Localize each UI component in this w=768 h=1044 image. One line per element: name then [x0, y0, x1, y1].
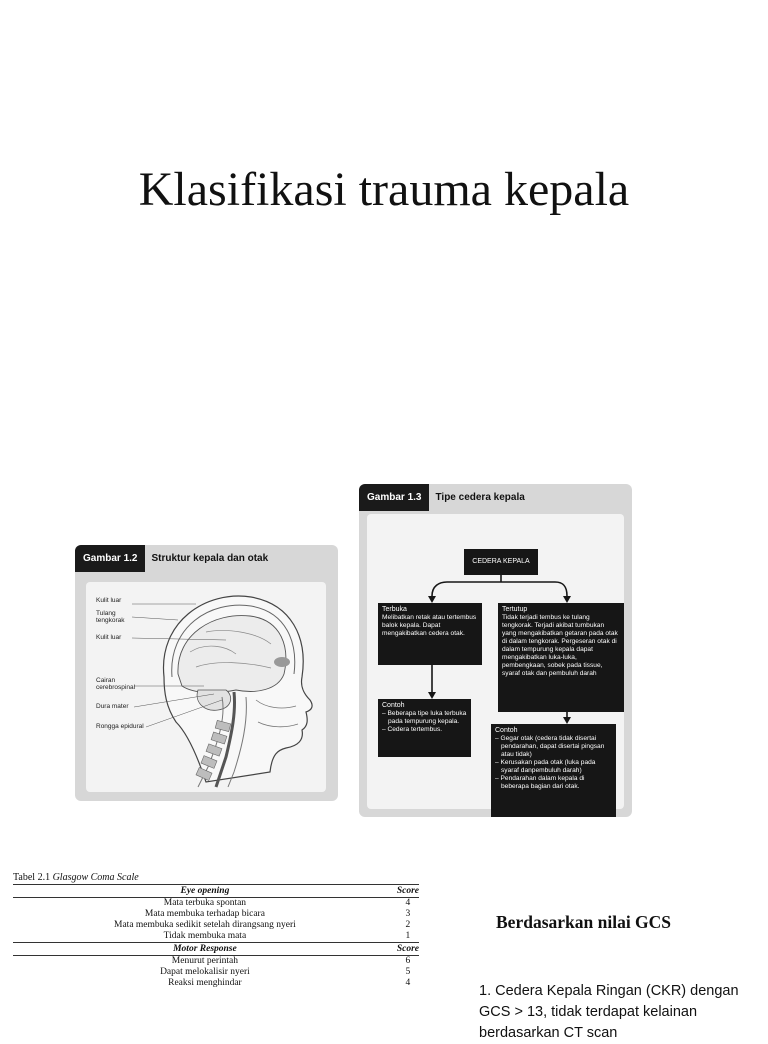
table-cell: 4: [405, 898, 411, 908]
table-cell: Tidak membuka mata: [163, 931, 247, 941]
figure-header: [75, 545, 268, 572]
figure-head-anatomy: [75, 545, 338, 801]
column-header: Score: [396, 886, 419, 896]
table-cell: Mata terbuka spontan: [163, 898, 247, 908]
list-item: – Gegar otak (cedera tidak disertai pendarahan, dapat disertai pingsan atau tidak): [495, 735, 605, 758]
table-row: [13, 967, 419, 978]
table-header-row: [13, 943, 419, 956]
table-row: [13, 898, 419, 910]
flowchart: [367, 514, 624, 809]
table-cell: Dapat melokalisir nyeri: [160, 967, 250, 977]
anatomy-illustration: [86, 582, 326, 792]
box-contoh-tertutup: [491, 724, 616, 817]
slide-title: Klasifikasi trauma kepala: [138, 163, 630, 216]
box-tertutup-text: Tidak terjadi tembus ke tulang tengkorak. Terjadi akibat tumbukan yang mengakibatkan getaran pada otak di dalam tengkorak. Pergeseran otak di dalam tempurung kepala dapat mengakibatkan luka-luka, pembengkaan, sobek pada tissue, syaraf otak dan pembuluh darah: [502, 614, 618, 677]
figure-caption: Struktur kepala dan otak: [151, 553, 269, 564]
box-contoh-terbuka: [378, 699, 471, 757]
gcs-section-heading: Berdasarkan nilai GCS: [496, 912, 672, 932]
label-cairan-cerebrospinal: Cairan cerebrospinal: [96, 677, 136, 691]
table-row: [13, 909, 419, 920]
figure-tag: Gambar 1.2: [75, 545, 145, 572]
list-item: – Beberapa tipe luka terbuka pada tempurung kepala.: [382, 710, 467, 725]
box-contoh-head: Contoh: [495, 727, 518, 734]
box-tertutup: [498, 603, 624, 712]
label-dura-mater: Dura mater: [96, 703, 129, 710]
root-box-cedera-kepala: CEDERA KEPALA: [464, 549, 538, 575]
label-kulit-luar-2: Kulit luar: [96, 634, 122, 641]
table-row: [13, 956, 419, 968]
table-cell: Mata membuka terhadap bicara: [144, 909, 265, 919]
table-cell: 2: [405, 920, 411, 930]
table-cell: 5: [405, 967, 411, 977]
label-tulang-tengkorak: Tulang tengkorak: [96, 610, 125, 624]
figure-injury-types: [359, 484, 632, 817]
box-tertutup-head: Tertutup: [502, 606, 528, 613]
table-cell: Mata membuka sedikit setelah dirangsang nyeri: [114, 920, 296, 930]
list-item: – Cedera tertembus.: [382, 726, 443, 733]
figure-tag: Gambar 1.3: [359, 484, 429, 511]
table-row: [13, 978, 419, 989]
table-header-row: [13, 885, 419, 898]
column-header: Score: [396, 944, 419, 954]
table-caption-title: Glasgow Coma Scale: [52, 872, 139, 883]
box-terbuka-head: Terbuka: [382, 606, 407, 613]
figure-header: [359, 484, 525, 511]
table-caption-prefix: Tabel 2.1: [13, 872, 51, 883]
list-item: – Kerusakan pada otak (luka pada syaraf danpembuluh darah): [495, 759, 596, 774]
table-cell: Reaksi menghindar: [168, 978, 242, 988]
table-cell: Menurut perintah: [171, 956, 239, 966]
gcs-table: [13, 872, 419, 989]
ckr-list-item: 1. Cedera Kepala Ringan (CKR) dengan GCS > 13, tidak terdapat kelainan berdasarkan CT scan: [479, 983, 739, 1041]
label-kulit-luar: Kulit luar: [96, 597, 122, 604]
table-cell: 6: [405, 956, 411, 966]
box-terbuka-text: Melibatkan retak atau tertembus balok kepala. Dapat mengakibatkan cedera otak.: [382, 614, 477, 637]
table-cell: 3: [405, 909, 411, 919]
label-rongga-epidural: Rongga epidural: [96, 723, 144, 730]
column-header: Motor Response: [13, 943, 397, 956]
box-contoh-head: Contoh: [382, 702, 405, 709]
figure-caption: Tipe cedera kepala: [435, 492, 525, 503]
table-row: [13, 931, 419, 943]
table-cell: 4: [405, 978, 411, 988]
list-item: – Pendarahan dalam kepala di beberapa bagian dari otak.: [495, 775, 585, 790]
column-header: Eye opening: [13, 885, 397, 898]
table-cell: 1: [405, 931, 411, 941]
box-terbuka: [378, 603, 482, 665]
table-row: [13, 920, 419, 931]
table-caption: [13, 872, 419, 883]
